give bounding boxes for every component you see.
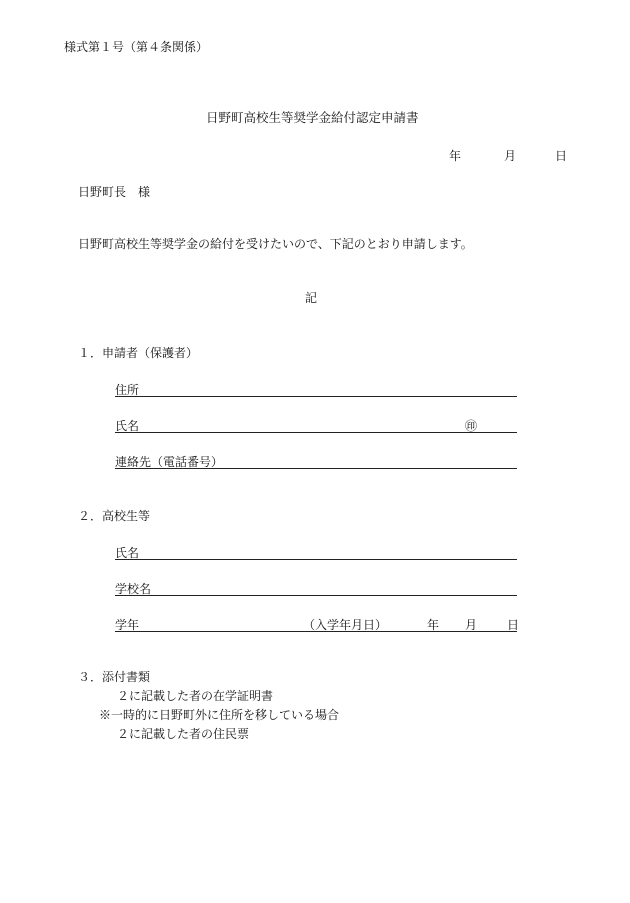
addressee: 日野町長 様: [78, 185, 151, 199]
enroll-day-label: 日: [507, 618, 520, 632]
applicant-contact-field[interactable]: [115, 453, 517, 469]
student-name-label: 氏名: [115, 546, 140, 560]
applicant-address-field[interactable]: [115, 381, 517, 397]
grade-label: 学年: [115, 618, 140, 632]
attachment-item-1: ２に記載した者の在学証明書: [117, 689, 274, 703]
section3-heading: ３．添付書類: [78, 670, 151, 684]
enroll-date-label: （入学年月日）: [303, 618, 388, 632]
ki-heading: 記: [305, 291, 318, 305]
date-day: 日: [555, 149, 568, 163]
enroll-year-label: 年: [427, 618, 440, 632]
date-month: 月: [504, 149, 517, 163]
form-title: 日野町高校生等奨学金給付認定申請書: [206, 110, 419, 125]
enroll-month-label: 月: [465, 618, 478, 632]
seal-mark: ㊞: [465, 419, 478, 433]
section1-heading: １．申請者（保護者）: [78, 346, 199, 360]
student-name-field[interactable]: [115, 544, 517, 560]
section2-heading: ２．高校生等: [78, 509, 151, 523]
form-number: 様式第１号（第４条関係）: [64, 40, 209, 54]
attachment-item-2: ２に記載した者の住民票: [117, 727, 250, 741]
school-name-label: 学校名: [115, 582, 152, 596]
name-label: 氏名: [115, 419, 140, 433]
applicant-name-field[interactable]: [115, 417, 517, 433]
contact-label: 連絡先（電話番号）: [115, 455, 224, 469]
school-name-field[interactable]: [115, 580, 517, 596]
grade-field[interactable]: [115, 616, 520, 632]
request-text: 日野町高校生等奨学金の給付を受けたいので、下記のとおり申請します。: [78, 237, 473, 251]
address-label: 住所: [115, 383, 140, 397]
date-year: 年: [449, 149, 462, 163]
attachment-note: ※一時的に日野町外に住所を移している場合: [99, 708, 340, 722]
